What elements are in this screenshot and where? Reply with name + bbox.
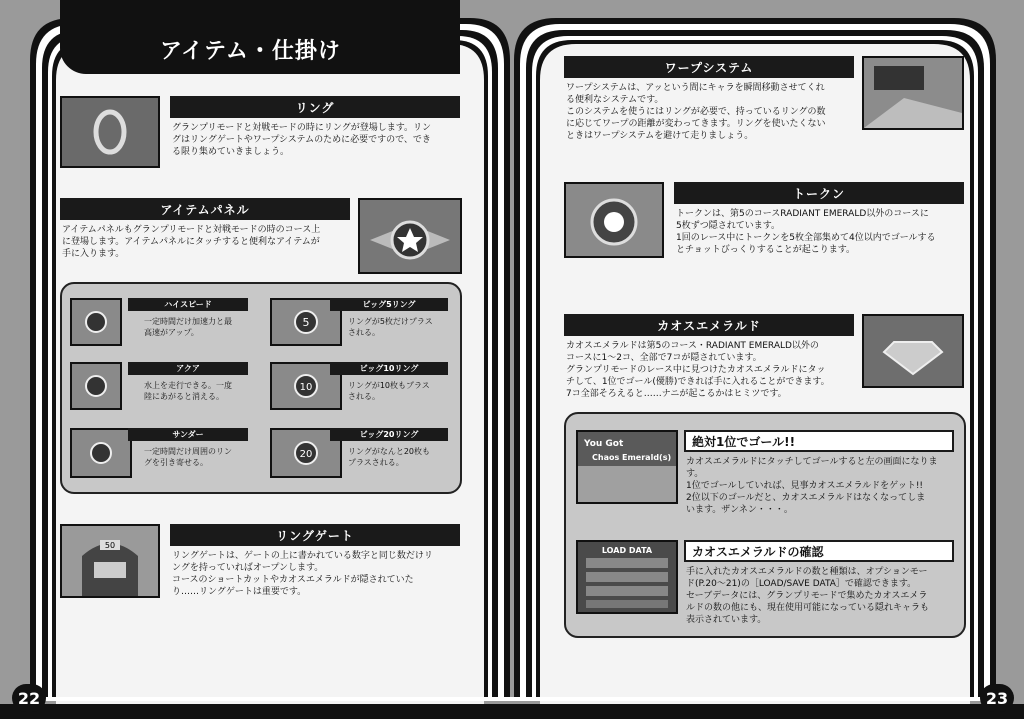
text-line: 2位以下のゴールだと、カオスエメラルドはなくなってしま [686,493,926,503]
text-line: 手に入れたカオスエメラルドの数と種類は、オプションモー [686,567,928,577]
item-description [348,380,456,402]
text-line: リングゲートは、ゲートの上に書かれている数字と同じ数だけリ [172,551,433,561]
text-line: に応じてワープの距離が変わってきます。リングを使いたくない [566,119,826,129]
text-line: ングを持っていればオープンします。 [172,563,324,573]
text-line: グランプリモードと対戦モードの時にリングが登場します。リン [172,123,432,133]
text-line: とチョットびっくりすることが起こります。 [676,245,856,255]
text-line: カオスエメラルドは第5のコース・RADIANT EMERALD以外の [566,341,819,351]
load-data-screenshot [576,540,678,614]
you-got-screenshot [576,430,678,504]
text-line: コースのショートカットやカオスエメラルドが隠されていた [172,575,414,585]
chaos-emerald-description [566,340,862,400]
text-line: ワープシステムは、アッという間にキャラを瞬間移動させてくれ [566,83,825,93]
text-line: 一定時間だけ加速力と最 [144,317,232,326]
text-line: グを引き寄せる。 [144,458,208,467]
first-place-description [686,456,962,516]
aqua-screenshot [70,362,122,410]
item-name: ビッグ5リング [330,298,448,311]
text-line: ときはワープシステムを避けて走りましょう。 [566,131,754,141]
text-line: コースに1〜2コ、全部で7コが隠されています。 [566,353,762,363]
text-line: る限り集めていきましょう。 [172,147,290,157]
item-panel-screenshot [358,198,462,274]
text-line: 7コ全部そろえると……ナニが起こるかはヒミツです。 [566,389,787,399]
text-line: 陸にあがると消える。 [144,392,224,401]
token-heading: トークン [674,182,964,204]
confirm-description [686,566,962,626]
item-name: ビッグ20リング [330,428,448,441]
thunder-screenshot [70,428,132,478]
text-line: セーブデータには、グランプリモードで集めたカオスエメラ [686,591,928,601]
page-number-left: 22 [12,684,46,712]
text-line: ルドの数の他にも、現在使用可能になっている隠れキャラも [686,603,930,613]
text-line: 1回のレース中にトークンを5枚全部集めて4位以内でゴールする [676,233,936,243]
chaos-emeralds-text: Chaos Emerald(s) [592,453,672,462]
ring-screenshot [60,96,160,168]
text-line: に登場します。アイテムパネルにタッチすると便利なアイテムが [62,237,320,247]
chaos-emerald-heading: カオスエメラルド [564,314,854,336]
text-line: グランプリモードのレース中に見つけたカオスエメラルドにタッ [566,365,826,375]
text-line: 一定時間だけ周囲のリン [144,447,232,456]
ring-gate-description [172,550,464,598]
item-description [144,446,256,468]
warp-screenshot [862,56,964,130]
svg-text:50: 50 [104,541,116,550]
item-name: ハイスピード [128,298,248,311]
warp-description [566,82,862,142]
chaos-emerald-screenshot [862,314,964,388]
text-line: リングがなんと20枚も [348,447,431,456]
text-line: 表示されています。 [686,615,767,625]
text-line: される。 [348,392,380,401]
item-panel-description [62,224,357,260]
text-line: リングが10枚もプラス [348,381,430,390]
item-description [144,316,256,338]
page-title-block [60,0,460,74]
text-line: り……リングゲートは重要です。 [172,587,307,597]
text-line: る便利なシステムです。 [566,95,664,105]
item-description [348,446,456,468]
token-description [676,208,968,256]
text-line: 高速がアップ。 [144,328,199,337]
text-line: ド(P.20〜21)の［LOAD/SAVE DATA］で確認できます。 [686,579,917,589]
item-description [348,316,456,338]
item-panel-heading: アイテムパネル [60,198,350,220]
text-line: このシステムを使うにはリングが必要で、持っているリングの数 [566,107,826,117]
text-line: 5枚ずつ隠されています。 [676,221,781,231]
confirm-heading: カオスエメラルドの確認 [684,540,954,562]
warp-heading: ワープシステム [564,56,854,78]
svg-text:20: 20 [299,449,313,460]
item-name: サンダー [128,428,248,441]
page-number-right: 23 [980,684,1014,712]
token-screenshot [564,182,664,258]
item-description [144,380,256,402]
svg-text:10: 10 [299,382,313,393]
text-line: される。 [348,328,380,337]
you-got-text: You Got [584,439,624,449]
item-name: ビッグ10リング [330,362,448,375]
text-line: アイテムパネルもグランプリモードと対戦モードの時のコース上 [62,225,321,235]
ring-heading: リング [170,96,460,118]
item-name: アクア [128,362,248,375]
high-speed-screenshot [70,298,122,346]
text-line: グはリングゲートやワープシステムのために必要ですので、でき [172,135,431,145]
first-place-heading: 絶対1位でゴール!! [684,430,954,452]
text-line: います。ザンネン・・・。 [686,505,793,515]
text-line: トークンは、第5のコースRADIANT EMERALD以外のコースに [676,209,929,219]
text-line: す。 [686,469,704,479]
text-line: リングが5枚だけプラス [348,317,433,326]
text-line: 1位でゴールしていれば、見事カオスエメラルドをゲット!! [686,481,924,491]
ring-gate-heading: リングゲート [170,524,460,546]
svg-text:5: 5 [302,316,310,329]
ring-description [172,122,462,158]
text-line: プラスされる。 [348,458,404,467]
text-line: 水上を走行できる。一度 [144,381,232,390]
text-line: チして、1位でゴール(優勝)できれば手に入れることができます。 [566,377,830,387]
page-title: アイテム・仕掛け [160,39,341,64]
text-line: カオスエメラルドにタッチしてゴールすると左の画面になりま [686,457,938,467]
load-data-text: LOAD DATA [601,546,653,555]
ring-gate-screenshot [60,524,160,598]
text-line: 手に入ります。 [62,249,125,259]
